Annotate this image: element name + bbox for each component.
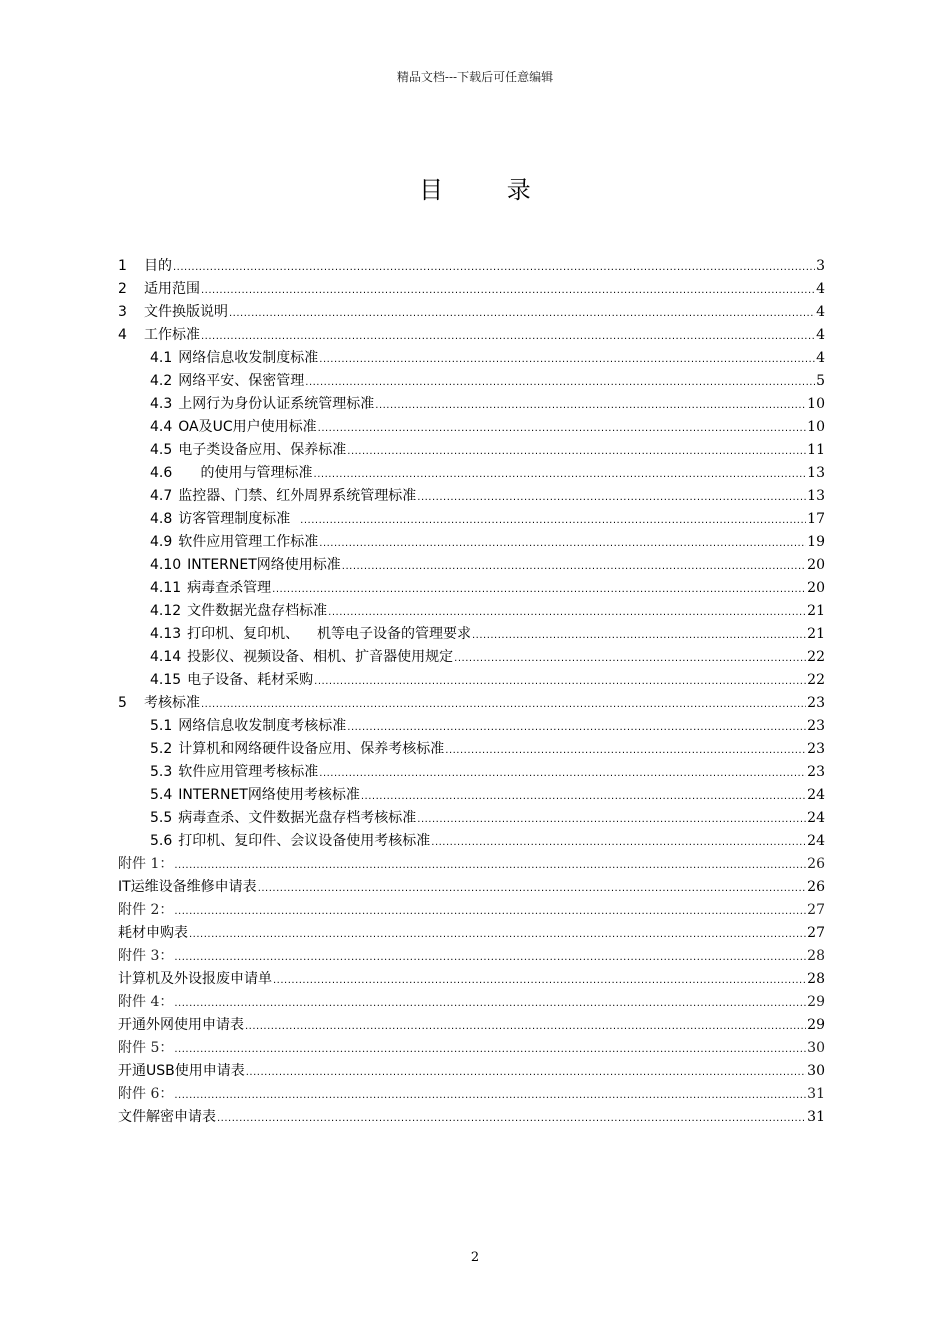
- toc-entry[interactable]: [118, 991, 825, 1014]
- toc-entry-page: 4: [816, 281, 825, 297]
- toc-leader-dots: [472, 624, 806, 647]
- toc-entry-page: 24: [807, 833, 825, 849]
- toc-entry-title: 文件数据光盘存档标准: [187, 603, 328, 619]
- toc-entry-page: 26: [807, 856, 825, 872]
- toc-entry-title: 文件换版说明: [144, 304, 228, 320]
- toc-entry[interactable]: [118, 807, 825, 830]
- toc-entry-title: 上网行为身份认证系统管理标准: [178, 396, 375, 412]
- toc-entry-number: 2: [118, 281, 127, 297]
- toc-leader-dots: [201, 325, 815, 348]
- toc-entry[interactable]: [118, 830, 825, 853]
- toc-entry-page: 22: [807, 649, 825, 665]
- toc-entry-page: 31: [807, 1109, 825, 1125]
- toc-entry-page: 10: [807, 396, 825, 412]
- toc-leader-dots: [273, 969, 806, 992]
- toc-leader-dots: [229, 302, 815, 325]
- table-of-contents: [118, 255, 825, 1129]
- toc-entry[interactable]: [118, 1037, 825, 1060]
- toc-entry-number: 4.11: [150, 580, 182, 596]
- toc-entry-page: 29: [807, 994, 825, 1010]
- toc-entry[interactable]: [118, 485, 825, 508]
- toc-leader-dots: [173, 256, 815, 279]
- toc-entry-page: 28: [807, 971, 825, 987]
- toc-entry[interactable]: [118, 278, 825, 301]
- toc-entry[interactable]: [118, 577, 825, 600]
- toc-entry-number: 4.9: [150, 534, 173, 550]
- toc-entry-title: 网络信息收发制度考核标准: [178, 718, 347, 734]
- toc-entry[interactable]: [118, 255, 825, 278]
- toc-entry[interactable]: [118, 554, 825, 577]
- toc-entry-title: 网络信息收发制度标准: [178, 350, 319, 366]
- toc-entry-page: 23: [807, 741, 825, 757]
- toc-leader-dots: [375, 394, 806, 417]
- toc-entry-number: 4.14: [150, 649, 182, 665]
- toc-entry[interactable]: [118, 784, 825, 807]
- toc-entry-page: 30: [807, 1040, 825, 1056]
- toc-entry-number: 4.10: [150, 557, 182, 573]
- toc-entry-page: 27: [807, 925, 825, 941]
- toc-entry[interactable]: [118, 968, 825, 991]
- toc-entry-number: 1: [118, 258, 127, 274]
- toc-entry-title: 投影仪、视频设备、相机、扩音器使用规定: [187, 649, 454, 665]
- toc-entry-title: IT运维设备维修申请表: [118, 879, 257, 895]
- toc-entry[interactable]: [118, 531, 825, 554]
- toc-entry-title: 文件解密申请表: [118, 1109, 216, 1125]
- toc-entry-number: 4.3: [150, 396, 173, 412]
- toc-leader-dots: [417, 486, 806, 509]
- toc-leader-dots: [174, 900, 806, 923]
- toc-entry-page: 4: [816, 304, 825, 320]
- toc-entry-page: 24: [807, 787, 825, 803]
- toc-entry-page: 13: [807, 488, 825, 504]
- toc-entry-number: 4.1: [150, 350, 173, 366]
- toc-entry-title: INTERNET网络使用考核标准: [178, 787, 360, 803]
- toc-entry-title: 附件 2：: [118, 902, 174, 918]
- toc-entry-title: 软件应用管理考核标准: [178, 764, 319, 780]
- toc-entry-page: 23: [807, 718, 825, 734]
- toc-leader-dots: [174, 946, 806, 969]
- toc-entry-title: 计算机及外设报废申请单: [118, 971, 272, 987]
- toc-leader-dots: [445, 739, 806, 762]
- toc-entry[interactable]: [118, 370, 825, 393]
- toc-entry-title: 病毒查杀管理: [187, 580, 272, 596]
- toc-entry-title: 目的: [144, 258, 172, 274]
- toc-entry-title: 附件 5：: [118, 1040, 174, 1056]
- toc-leader-dots: [319, 348, 815, 371]
- toc-leader-dots: [174, 992, 806, 1015]
- page-header: 精品文档---下载后可任意编辑: [396, 70, 554, 84]
- toc-entry[interactable]: [118, 692, 825, 715]
- toc-entry-title: 的使用与管理标准: [178, 465, 313, 481]
- toc-entry[interactable]: [118, 301, 825, 324]
- toc-leader-dots: [417, 808, 806, 831]
- toc-entry-title: INTERNET网络使用标准: [187, 557, 341, 573]
- toc-leader-dots: [347, 440, 806, 463]
- toc-leader-dots: [314, 463, 807, 486]
- toc-entry[interactable]: [118, 853, 825, 876]
- toc-entry[interactable]: [118, 761, 825, 784]
- toc-entry-page: 20: [807, 557, 825, 573]
- toc-entry-number: 5.3: [150, 764, 173, 780]
- page-number: 2: [470, 1250, 480, 1265]
- toc-leader-dots: [319, 762, 806, 785]
- toc-entry-page: 3: [816, 258, 825, 274]
- toc-entry-page: 27: [807, 902, 825, 918]
- toc-leader-dots: [245, 1015, 806, 1038]
- toc-entry-page: 4: [816, 350, 825, 366]
- toc-entry[interactable]: [118, 922, 825, 945]
- toc-entry-number: 4.4: [150, 419, 173, 435]
- toc-entry-number: 4.6: [150, 465, 173, 481]
- toc-entry-title: 电子类设备应用、保养标准: [178, 442, 347, 458]
- toc-leader-dots: [174, 1084, 806, 1107]
- toc-entry-title: 考核标准: [144, 695, 200, 711]
- toc-entry-title: 打印机、复印件、会议设备使用考核标准: [178, 833, 431, 849]
- toc-entry[interactable]: [118, 1014, 825, 1037]
- toc-leader-dots: [217, 1107, 806, 1130]
- toc-entry-title: 开通外网使用申请表: [118, 1017, 244, 1033]
- toc-entry[interactable]: [118, 462, 825, 485]
- toc-entry-title: 计算机和网络硬件设备应用、保养考核标准: [178, 741, 445, 757]
- toc-leader-dots: [347, 716, 806, 739]
- toc-entry[interactable]: [118, 1083, 825, 1106]
- toc-entry-title: 开通USB使用申请表: [118, 1063, 245, 1079]
- toc-entry-number: 4.15: [150, 672, 182, 688]
- toc-entry-page: 11: [807, 442, 825, 458]
- toc-entry-number: 4.7: [150, 488, 173, 504]
- toc-entry-page: 19: [807, 534, 825, 550]
- toc-entry-title: 附件 4：: [118, 994, 174, 1010]
- toc-entry-number: 4.8: [150, 511, 173, 527]
- toc-entry[interactable]: [118, 416, 825, 439]
- toc-entry[interactable]: [118, 347, 825, 370]
- toc-leader-dots: [300, 509, 806, 532]
- toc-leader-dots: [246, 1061, 806, 1084]
- toc-entry-title: 软件应用管理工作标准: [178, 534, 319, 550]
- toc-entry-title: 打印机、复印机、 机等电子设备的管理要求: [187, 626, 471, 642]
- toc-leader-dots: [314, 670, 806, 693]
- toc-entry-page: 21: [807, 626, 825, 642]
- toc-entry-number: 5.4: [150, 787, 173, 803]
- toc-leader-dots: [319, 532, 806, 555]
- toc-entry-title: 附件 6：: [118, 1086, 174, 1102]
- toc-entry-number: 4.2: [150, 373, 173, 389]
- toc-leader-dots: [258, 877, 806, 900]
- toc-entry-title: 访客管理制度标准: [178, 511, 300, 527]
- toc-entry-page: 10: [807, 419, 825, 435]
- toc-leader-dots: [174, 854, 806, 877]
- toc-entry-number: 4.13: [150, 626, 182, 642]
- toc-entry-number: 5.5: [150, 810, 173, 826]
- toc-title: 目 录: [419, 176, 559, 204]
- toc-entry-number: 3: [118, 304, 127, 320]
- toc-entry-page: 28: [807, 948, 825, 964]
- toc-entry-page: 13: [807, 465, 825, 481]
- toc-entry-number: 4.12: [150, 603, 182, 619]
- toc-entry-title: 病毒查杀、文件数据光盘存档考核标准: [178, 810, 417, 826]
- toc-entry-title: 工作标准: [144, 327, 200, 343]
- toc-entry-number: 5.2: [150, 741, 173, 757]
- toc-entry-title: 附件 1：: [118, 856, 174, 872]
- toc-entry-page: 23: [807, 764, 825, 780]
- toc-entry[interactable]: [118, 1106, 825, 1129]
- toc-entry-title: OA及UC用户使用标准: [178, 419, 317, 435]
- toc-entry[interactable]: [118, 646, 825, 669]
- toc-entry-title: 耗材申购表: [118, 925, 188, 941]
- toc-entry-title: 监控器、门禁、红外周界系统管理标准: [178, 488, 417, 504]
- toc-leader-dots: [201, 279, 815, 302]
- toc-leader-dots: [201, 693, 806, 716]
- toc-entry[interactable]: [118, 393, 825, 416]
- toc-entry-title: 适用范围: [144, 281, 200, 297]
- toc-entry-page: 24: [807, 810, 825, 826]
- toc-entry-page: 5: [816, 373, 825, 389]
- toc-entry[interactable]: [118, 669, 825, 692]
- toc-entry-title: 附件 3：: [118, 948, 174, 964]
- toc-entry-number: 5.1: [150, 718, 173, 734]
- toc-leader-dots: [189, 923, 806, 946]
- toc-entry-title: 电子设备、耗材采购: [187, 672, 314, 688]
- toc-entry-number: 4.5: [150, 442, 173, 458]
- toc-entry[interactable]: [118, 1060, 825, 1083]
- toc-entry[interactable]: [118, 738, 825, 761]
- toc-entry[interactable]: [118, 899, 825, 922]
- toc-entry[interactable]: [118, 439, 825, 462]
- toc-leader-dots: [454, 647, 806, 670]
- toc-entry-number: 5: [118, 695, 127, 711]
- toc-entry[interactable]: [118, 876, 825, 899]
- toc-entry-page: 26: [807, 879, 825, 895]
- toc-entry-page: 30: [807, 1063, 825, 1079]
- toc-entry-page: 23: [807, 695, 825, 711]
- toc-entry-page: 20: [807, 580, 825, 596]
- toc-leader-dots: [305, 371, 815, 394]
- toc-entry[interactable]: [118, 715, 825, 738]
- toc-entry[interactable]: [118, 600, 825, 623]
- toc-entry-page: 31: [807, 1086, 825, 1102]
- toc-entry[interactable]: [118, 945, 825, 968]
- toc-leader-dots: [342, 555, 806, 578]
- toc-leader-dots: [328, 601, 806, 624]
- toc-leader-dots: [431, 831, 806, 854]
- toc-entry-number: 4: [118, 327, 127, 343]
- toc-entry-number: 5.6: [150, 833, 173, 849]
- toc-leader-dots: [174, 1038, 806, 1061]
- toc-entry[interactable]: [118, 508, 825, 531]
- toc-entry-page: 22: [807, 672, 825, 688]
- toc-leader-dots: [318, 417, 807, 440]
- toc-entry-page: 29: [807, 1017, 825, 1033]
- toc-entry-page: 17: [807, 511, 825, 527]
- toc-entry-page: 4: [816, 327, 825, 343]
- toc-entry-title: 网络平安、保密管理: [178, 373, 305, 389]
- toc-leader-dots: [361, 785, 806, 808]
- toc-leader-dots: [272, 578, 806, 601]
- toc-entry[interactable]: [118, 324, 825, 347]
- toc-entry-page: 21: [807, 603, 825, 619]
- toc-entry[interactable]: [118, 623, 825, 646]
